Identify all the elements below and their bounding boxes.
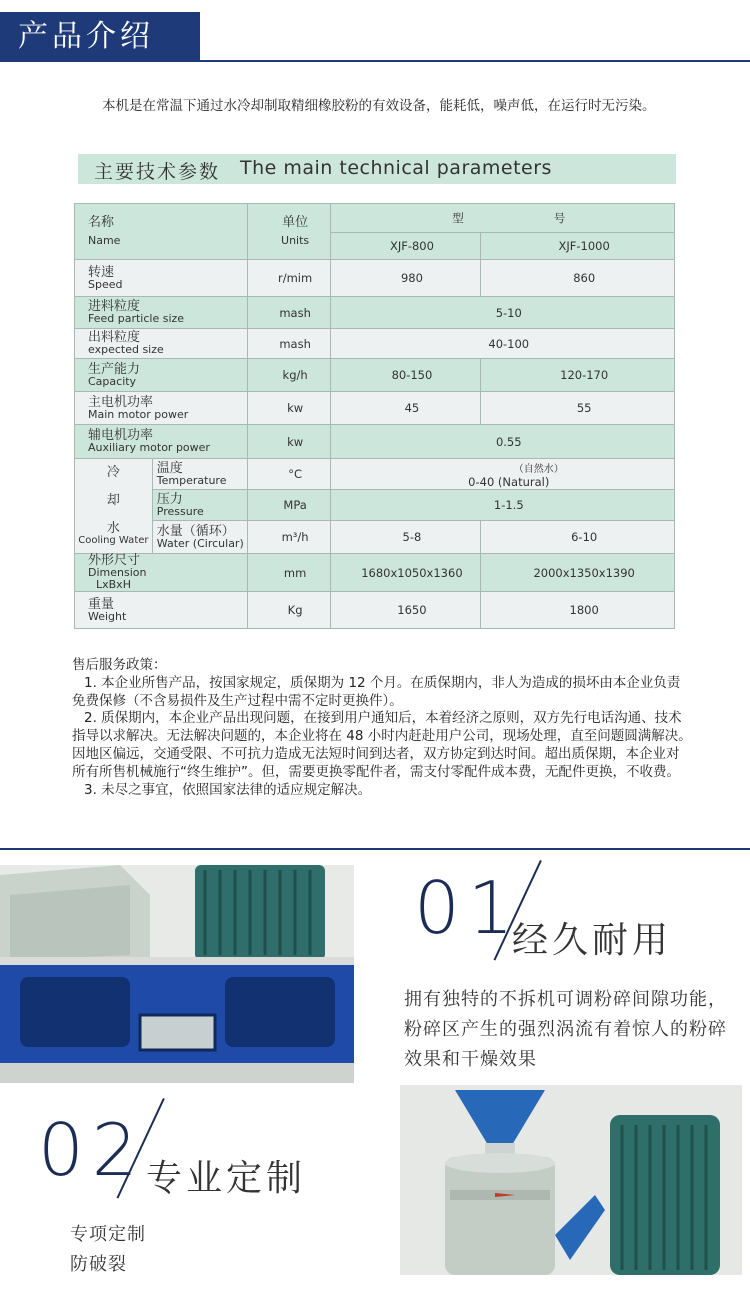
- params-title-bar: [78, 154, 676, 184]
- feature-1-number: 01: [414, 866, 522, 950]
- params-title-cn: 主要技术参数: [94, 161, 221, 183]
- policy-title: 售后服务政策：: [72, 657, 167, 673]
- header-divider: [200, 60, 750, 62]
- table-row: [75, 204, 675, 233]
- feature-1-title: 经久耐用: [512, 920, 673, 961]
- feature-2-desc: 专项定制 防破裂: [70, 1224, 146, 1275]
- section-title: 产品介绍: [0, 12, 200, 62]
- section-divider: [0, 848, 750, 850]
- feature-2-number: 02: [38, 1108, 146, 1192]
- head-name: 名称 Name: [75, 204, 248, 260]
- table-row: 进料粒度 Feed particle size mash 5-10: [75, 297, 675, 329]
- machine-photo-1: [0, 865, 354, 1083]
- table-row: 冷 却 水 Cooling Water 温度 Temperature °C （自然水） 0-40 (Natural): [75, 459, 675, 490]
- policy-item-1: 1. 本企业所售产品，按国家规定，质保期为 12 个月。在质保期内，非人为造成的损坏由本企业负责免费保修（不含易损件及生产过程中需不定时更换件）。: [72, 674, 681, 709]
- table-row: 外形尺寸 Dimension LxBxH mm 1680x1050x1360 2000x1350x1390: [75, 554, 675, 592]
- spec-table: [74, 203, 675, 629]
- table-row: 重量 Weight Kg 1650 1800: [75, 592, 675, 629]
- head-unit: 单位 Units: [247, 204, 330, 260]
- params-title-en: The main technical parameters: [240, 157, 552, 179]
- table-row: 水量（循环） Water (Circular) m³/h 5-8 6-10: [75, 521, 675, 554]
- table-row: 压力 Pressure MPa 1-1.5: [75, 490, 675, 521]
- after-sales-policy: [72, 657, 692, 799]
- head-model-a: XJF-800: [330, 233, 481, 260]
- head-model-b: XJF-1000: [481, 233, 675, 260]
- table-row: 转速 Speed r/mim 980 860: [75, 260, 675, 297]
- head-model: 型 号: [330, 204, 674, 233]
- table-row: 出料粒度 expected size mash 40-100: [75, 329, 675, 359]
- section-header: [0, 0, 750, 62]
- table-row: 生产能力 Capacity kg/h 80-150 120-170: [75, 359, 675, 392]
- intro-text: 本机是在常温下通过水冷却制取精细橡胶粉的有效设备，能耗低，噪声低，在运行时无污染。: [102, 98, 656, 114]
- feature-2-title: 专业定制: [146, 1158, 307, 1199]
- feature-1-desc: 拥有独特的不拆机可调粉碎间隙功能，粉碎区产生的强烈涡流有着惊人的粉碎效果和干燥效果: [404, 989, 727, 1070]
- cooling-water-label: 冷 却 水 Cooling Water: [75, 459, 153, 554]
- policy-item-3: 3. 未尽之事宜，依照国家法律的适应规定解决。: [84, 781, 372, 798]
- machine-photo-2: [400, 1085, 742, 1275]
- policy-item-2: 2. 质保期内，本企业产品出现问题，在接到用户通知后，本着经济之原则，双方先行电话沟通、技术指导以求解决。无法解决问题的，本企业将在 48 小时内赶赴用户公司，现场处理，直至问题圆满解决。因地区偏远，交通受限、不可抗力造成无法短时间到达者，双方协定到达时间。超出质保期，本企业对所有所售机械施行“终生维护”。但，需要更换零配件者，需支付零配件成本费，无配件更换，不收费。: [72, 710, 692, 780]
- table-row: 主电机功率 Main motor power kw 45 55: [75, 392, 675, 425]
- table-row: 辅电机功率 Auxiliary motor power kw 0.55: [75, 425, 675, 459]
